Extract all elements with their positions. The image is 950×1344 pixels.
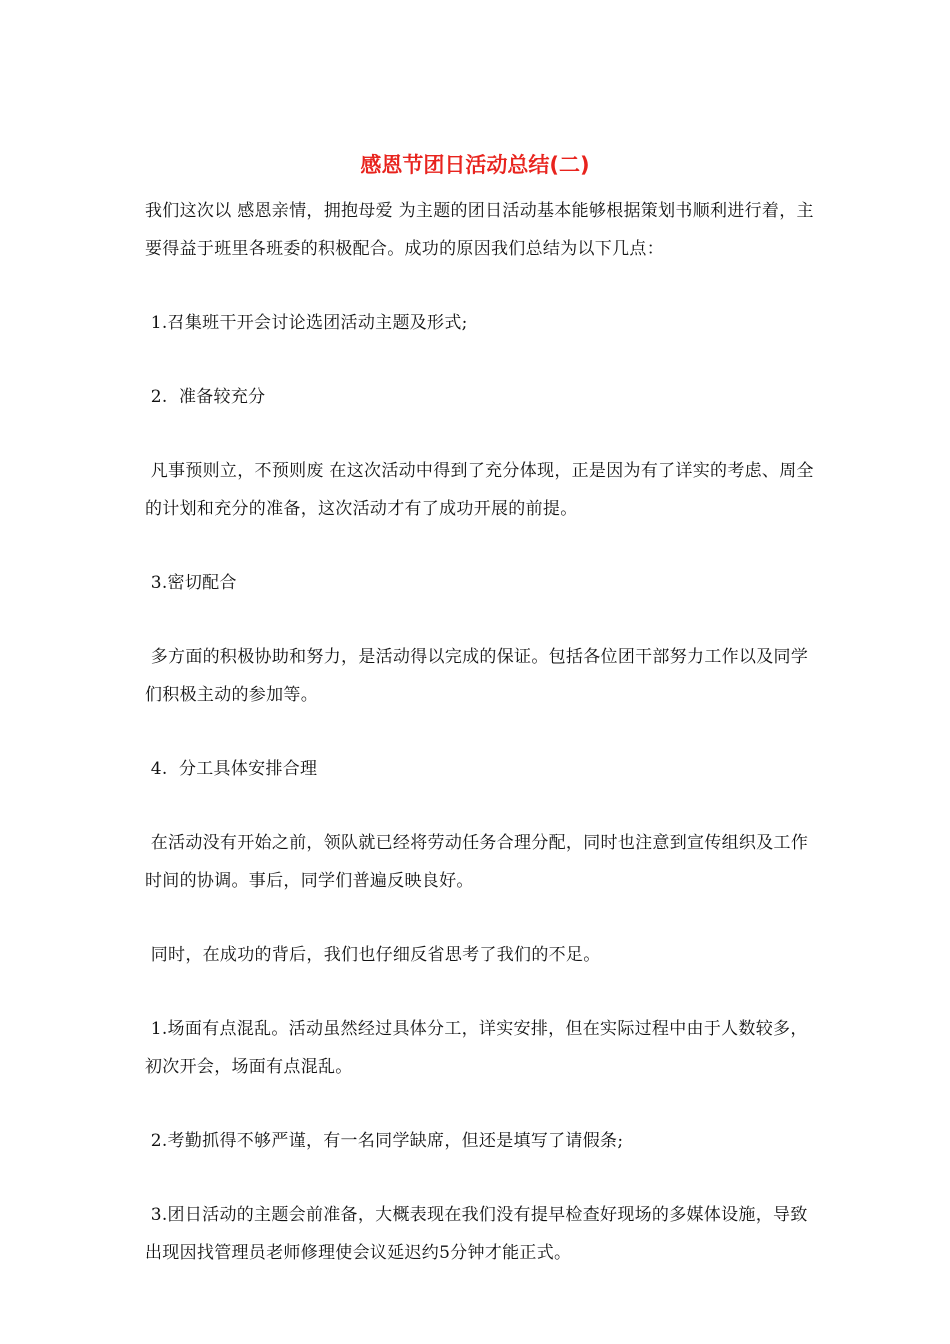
list-item-3: 3.密切配合 <box>145 573 237 593</box>
shortcoming-item-3: 3.团日活动的主题会前准备，大概表现在我们没有提早检查好现场的多媒体设施，导致出现因找管理员老师修理使会议延迟约5分钟才能正式。 <box>145 1205 808 1263</box>
shortcoming-item-2: 2.考勤抓得不够严谨，有一名同学缺席，但还是填写了请假条; <box>145 1131 624 1151</box>
list-item-1: 1.召集班干开会讨论选团活动主题及形式; <box>145 313 468 333</box>
list-item-4: 4. 分工具体安排合理 <box>145 759 318 779</box>
paragraph-reflection: 同时，在成功的背后，我们也仔细反省思考了我们的不足。 <box>145 945 601 965</box>
document-body <box>145 192 815 1272</box>
document-title: 感恩节团日活动总结(二) <box>360 153 590 177</box>
paragraph-preparation: 凡事预则立，不预则废 在这次活动中得到了充分体现，正是因为有了详实的考虑、周全的计划和充分的准备，这次活动才有了成功开展的前提。 <box>145 461 814 519</box>
paragraph-cooperation: 多方面的积极协助和努力，是活动得以完成的保证。包括各位团干部努力工作以及同学们积极主动的参加等。 <box>145 647 809 705</box>
list-item-2: 2. 准备较充分 <box>145 387 266 407</box>
shortcoming-item-1: 1.场面有点混乱。活动虽然经过具体分工，详实安排，但在实际过程中由于人数较多，初次开会，场面有点混乱。 <box>145 1019 808 1077</box>
paragraph-division: 在活动没有开始之前，领队就已经将劳动任务合理分配，同时也注意到宣传组织及工作时间的协调。事后，同学们普遍反映良好。 <box>145 833 809 891</box>
paragraph-intro: 我们这次以 感恩亲情，拥抱母爱 为主题的团日活动基本能够根据策划书顺利进行着，主要得益于班里各班委的积极配合。成功的原因我们总结为以下几点： <box>145 201 814 259</box>
